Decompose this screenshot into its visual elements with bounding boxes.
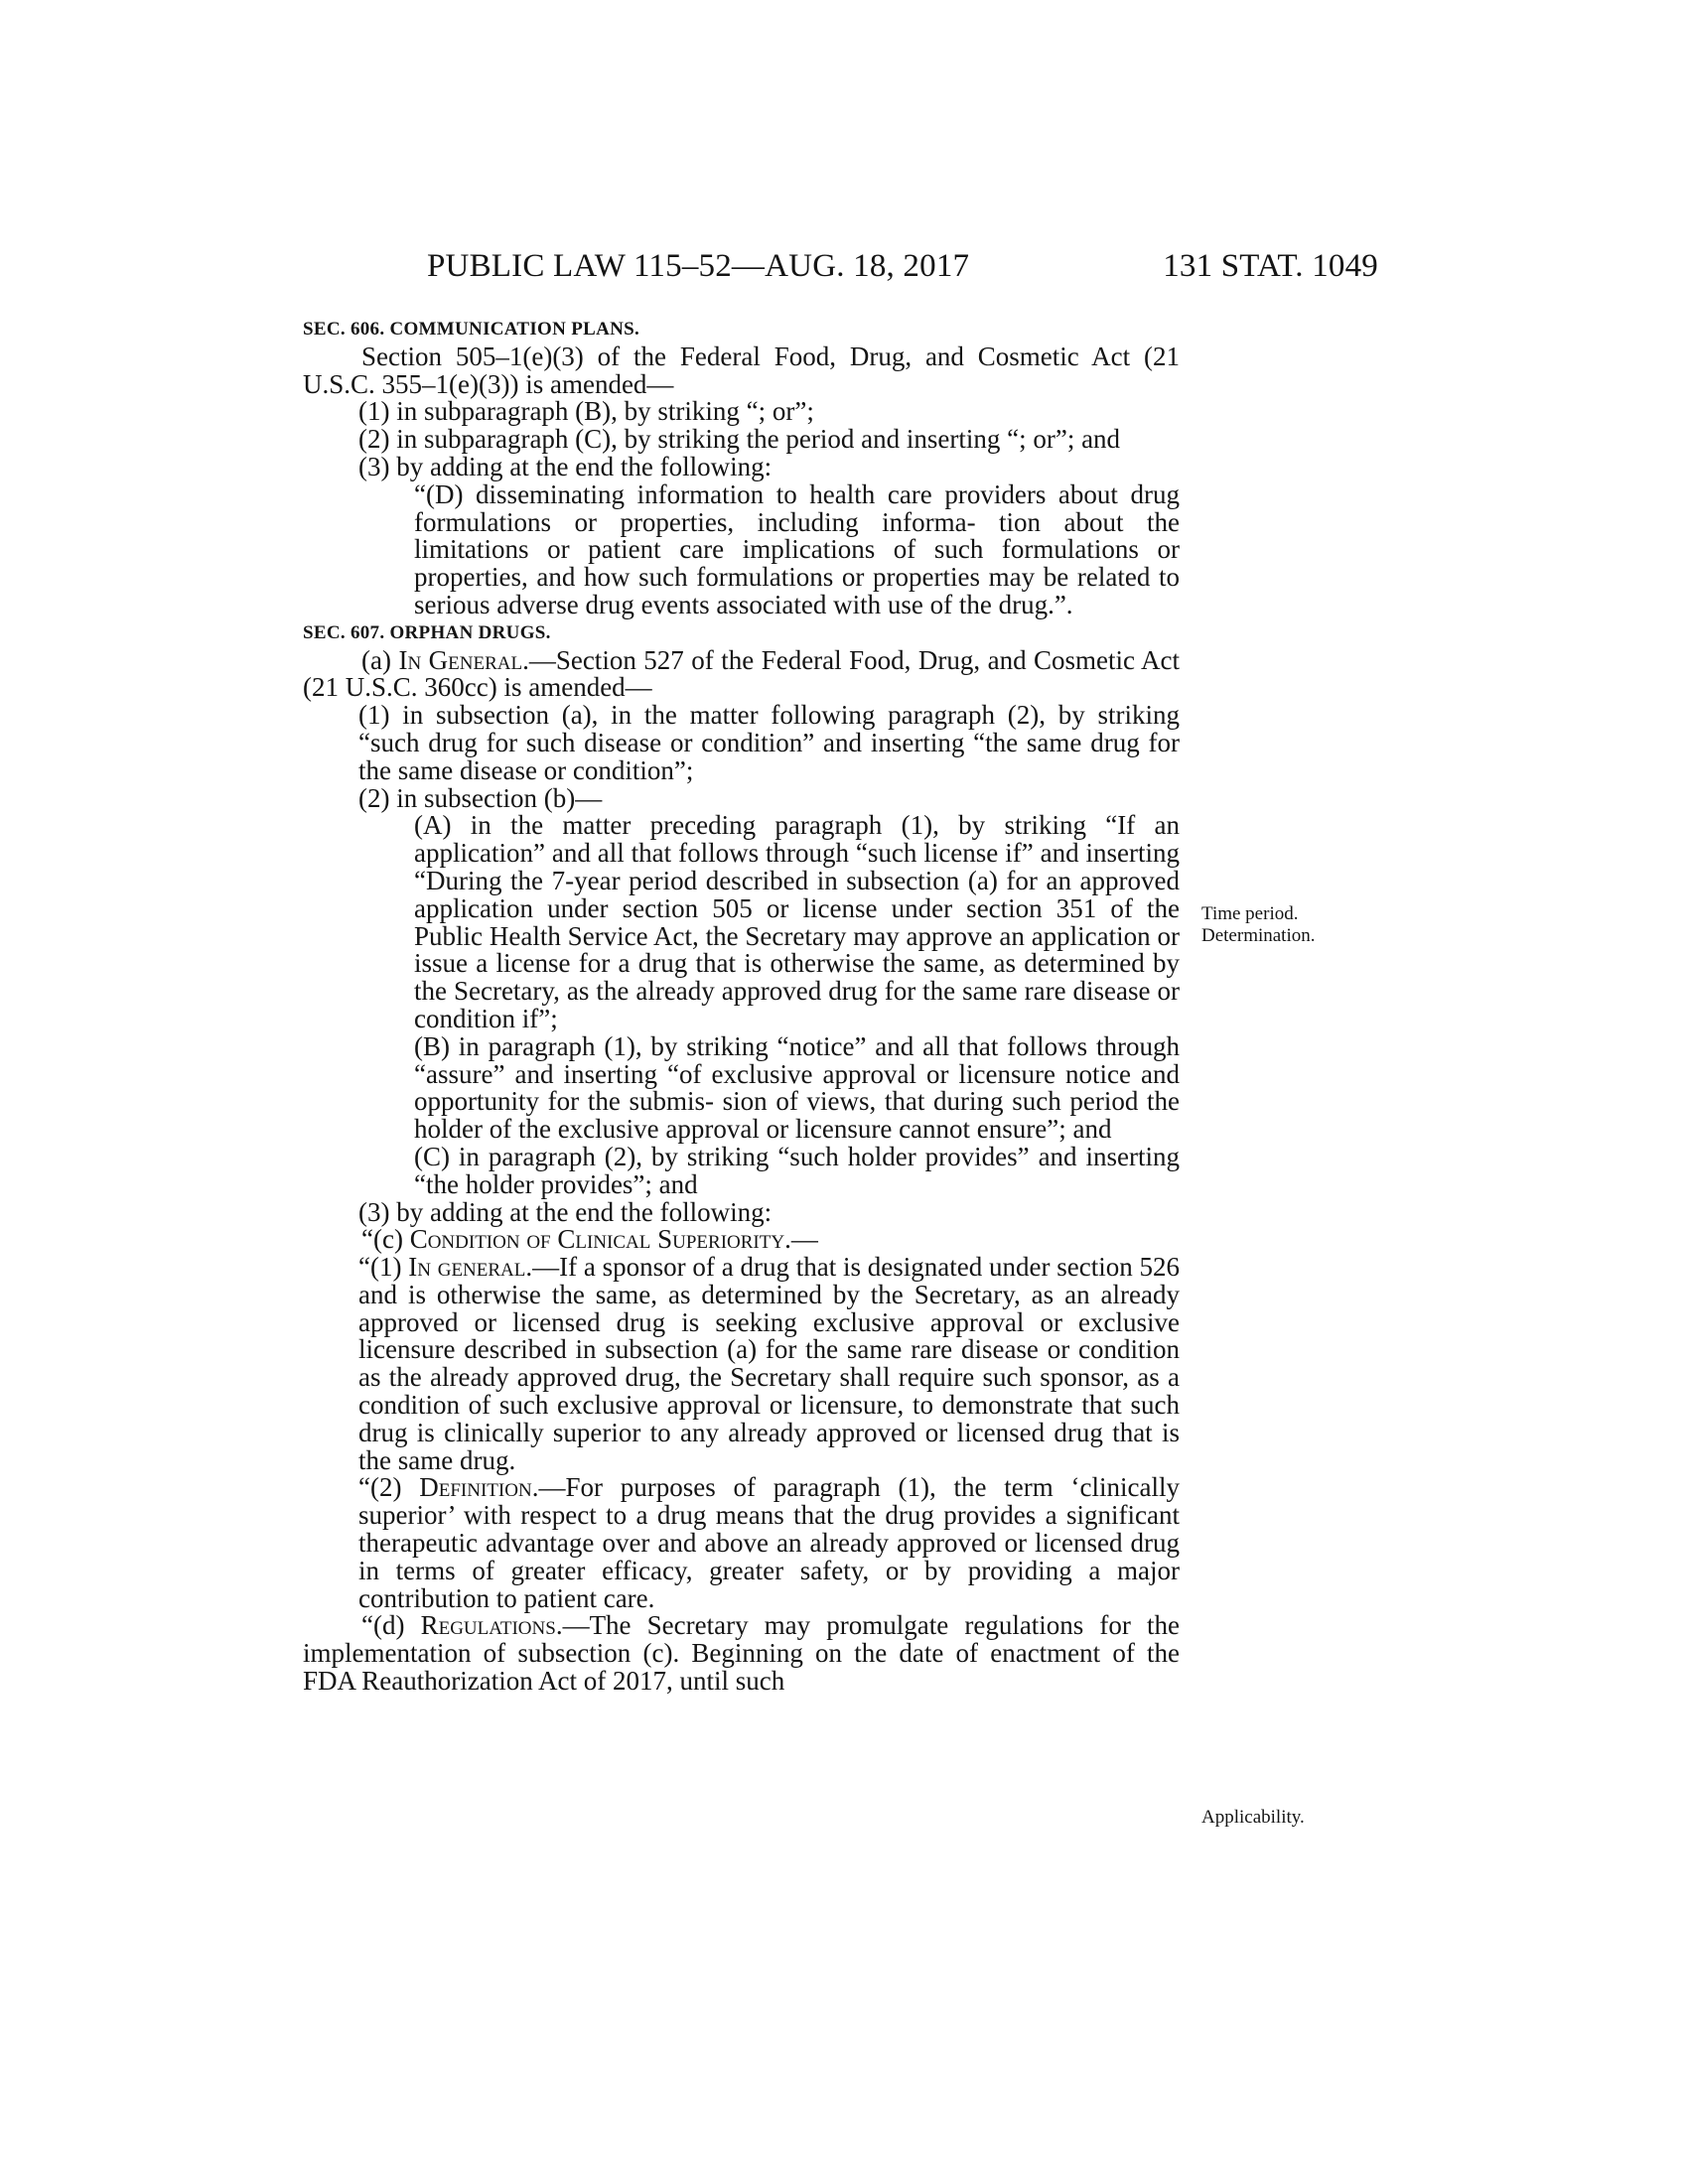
subsection-c-paragraph-2 — [303, 1474, 1180, 1612]
section-606-item-3: (3) by adding at the end the following: — [358, 451, 773, 481]
body-text — [303, 316, 1180, 1696]
paragraph-2-caption: Definition — [419, 1472, 532, 1503]
subsection-c-caption: Condition of Clinical Superiority — [409, 1224, 785, 1255]
section-606-item-1: (1) in subparagraph (B), by striking “; or”; — [358, 396, 814, 427]
margin-note-time-period — [1201, 903, 1380, 947]
margin-note-line-2: Determination. — [1201, 925, 1316, 946]
paragraph-1-caption: In general — [408, 1252, 526, 1283]
paragraph-1-text: .—If a sponsor of a drug that is designated under section 526 and is otherwise the same, as determined by the Secretary, as an already approved or licensed drug is seeking exclusive approval or exclusive licensure described in subsection (a) for the same rare disease or condition as the already approved drug, the Secretary shall require such sponsor, as a condition of such exclusive approval or licensure, to demonstrate that such drug is clinically superior to any already approved or licensed drug that is the same drug. — [358, 1252, 1180, 1475]
section-607-item-3: (3) by adding at the end the following: — [358, 1196, 773, 1227]
section-607-subparagraph-a: (A) in the matter preceding paragraph (1), by striking “If an application” and all that follows through “such license if” and inserting “During the 7-year period described in subsection (a) for an approved application under section 505 or license under section 351 of the Public Health Service Act, the Secretary may approve an application or issue a license for a drug that is otherwise the same, as determined by the Secretary, as the already approved drug for the same rare disease or condition if”; — [414, 810, 1180, 1033]
subsection-c-tail: .— — [784, 1224, 818, 1255]
section-607-item-2: (2) in subsection (b)— — [358, 782, 603, 813]
section-606-intro: Section 505–1(e)(3) of the Federal Food, Drug, and Cosmetic Act (21 U.S.C. 355–1(e)(3)) is amended— — [303, 341, 1180, 399]
subsection-d-text: .—The Secretary may promulgate regulations for the implementation of subsection (c). Beginning on the date of enactment of the FDA Reauthorization Act of 2017, until such — [303, 1610, 1180, 1697]
margin-note-applicability: Applicability. — [1201, 1807, 1305, 1828]
subsection-c-heading — [303, 1226, 1180, 1254]
section-607-subparagraph-b: (B) in paragraph (1), by striking “notice” and all that follows through “assure” and inserting “of exclusive approval or licensure notice and opportunity for the submis- sion of views, that during such period the holder of the exclusive approval or licensure cannot ensure”; and — [414, 1030, 1180, 1145]
section-607-item-1: (1) in subsection (a), in the matter following paragraph (2), by striking “such drug for such disease or condition” and inserting “the same drug for the same disease or condition”; — [358, 700, 1180, 785]
subsection-d — [303, 1612, 1180, 1695]
subsection-c-paragraph-1 — [303, 1254, 1180, 1474]
subsection-a-caption: In General — [398, 644, 523, 675]
section-607-heading: SEC. 607. ORPHAN DRUGS. — [303, 621, 551, 643]
subsection-a-label: (a) — [361, 644, 399, 675]
section-606-item-2: (2) in subparagraph (C), by striking the period and inserting “; or”; and — [358, 424, 1121, 455]
section-607-subparagraph-c: (C) in paragraph (2), by striking “such holder provides” and inserting “the holder provides”; and — [414, 1141, 1180, 1199]
subsection-a-text: .—Section 527 of the Federal Food, Drug, and Cosmetic Act (21 U.S.C. 360cc) is amended— — [303, 644, 1180, 703]
paragraph-1-label: “(1) — [358, 1252, 409, 1283]
paragraph-2-label: “(2) — [358, 1472, 420, 1503]
subsection-c-label: “(c) — [361, 1224, 410, 1255]
subsection-d-caption: Regulations — [420, 1610, 556, 1641]
paragraph-2-text: .—For purposes of paragraph (1), the term ‘clinically superior’ with respect to a drug means that the drug provides a significant therapeutic advantage over and above an already approved or licensed drug in terms of greater efficacy, greater safety, or by providing a major contribution to patient care. — [358, 1472, 1180, 1613]
statute-page-number: 131 STAT. 1049 — [1163, 248, 1378, 284]
section-606-heading: SEC. 606. COMMUNICATION PLANS. — [303, 319, 640, 340]
section-607-subsection-a — [303, 644, 1180, 703]
public-law-citation: PUBLIC LAW 115–52—AUG. 18, 2017 — [427, 248, 970, 284]
page-header — [298, 246, 1378, 286]
subsection-d-label: “(d) — [361, 1610, 421, 1641]
margin-note-line-1: Time period. — [1201, 903, 1299, 924]
section-606-quoted-subparagraph-d: “(D) disseminating information to health care providers about drug formulations or properties, including informa- tion about the limitations or patient care implications of such formulations or properties, and how such formulations or properties may be related to serious adverse drug events associated with use of the drug.”. — [414, 478, 1180, 619]
